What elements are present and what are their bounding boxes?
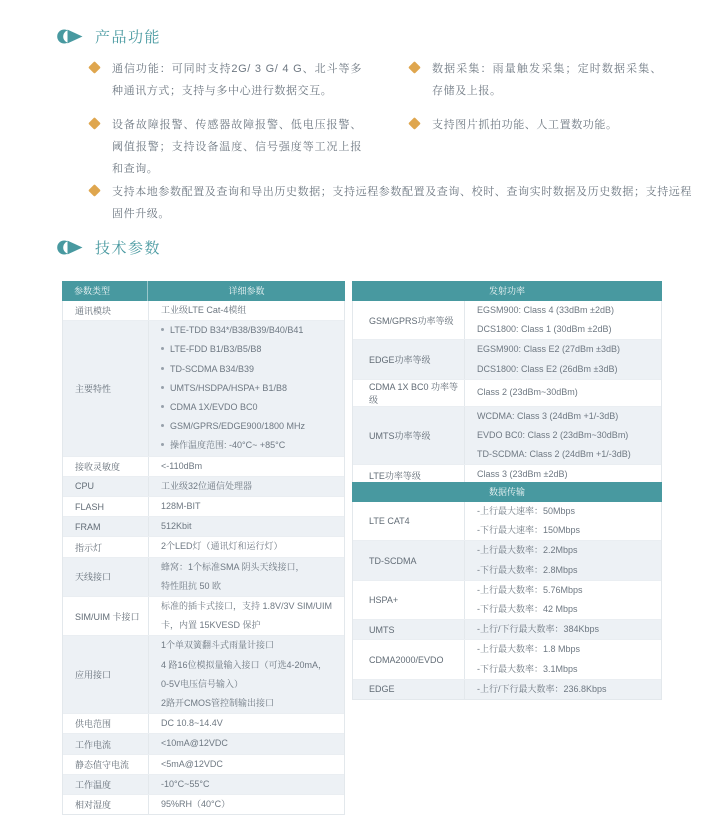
row-value-line: Class 3 (23dBm ±2dB) bbox=[477, 469, 568, 480]
row-value-line: -上行/下行最大数率：384Kbps bbox=[477, 624, 600, 635]
table-row bbox=[63, 517, 344, 537]
row-value-line: -下行最大数率：3.1Mbps bbox=[477, 663, 578, 674]
features-section-title bbox=[57, 26, 161, 47]
row-value-line: <-110dBm bbox=[161, 460, 203, 471]
transmit-power-table-body bbox=[352, 301, 662, 486]
table-row bbox=[353, 340, 661, 379]
row-value-line: 2路开CMOS管控制输出接口 bbox=[161, 698, 275, 709]
data-rate-table bbox=[352, 482, 662, 700]
row-value-line: -下行最大数率：42 Mbps bbox=[477, 604, 578, 615]
feature-text: 设备故障报警、传感器故障报警、低电压报警、阈值报警；支持设备温度、信号强度等工况上报和查询。 bbox=[112, 119, 362, 175]
row-value-line: 512Kbit bbox=[161, 521, 192, 532]
row-value bbox=[149, 477, 344, 496]
table-row bbox=[63, 795, 344, 814]
row-value bbox=[465, 380, 661, 406]
parameters-table bbox=[62, 281, 345, 815]
row-label: FLASH bbox=[63, 497, 149, 516]
row-label: 供电范围 bbox=[63, 714, 149, 733]
data-rate-title: 数据传输 bbox=[488, 487, 525, 497]
row-value bbox=[149, 755, 344, 774]
diamond-bullet-icon bbox=[408, 61, 421, 74]
row-value bbox=[149, 714, 344, 733]
row-value bbox=[465, 620, 661, 639]
list-dot-icon bbox=[161, 347, 164, 350]
feature-text: 支持图片抓拍功能、人工置数功能。 bbox=[432, 119, 618, 131]
row-value-line: 0-5V电压信号输入） bbox=[161, 678, 244, 689]
header-parameter-detail: 详细参数 bbox=[228, 286, 265, 296]
row-value-line: EVDO BC0: Class 2 (23dBm~30dBm) bbox=[477, 430, 629, 441]
transmit-power-table-header bbox=[352, 281, 662, 301]
row-value-line: UMTS/HSDPA/HSPA+ B1/B8 bbox=[161, 379, 338, 398]
row-value-line: 2个LED灯（通讯灯和运行灯） bbox=[161, 541, 283, 552]
table-row bbox=[353, 502, 661, 541]
row-value-line: DC 10.8~14.4V bbox=[161, 718, 223, 729]
table-row bbox=[63, 558, 344, 597]
table-row bbox=[63, 457, 344, 477]
row-value bbox=[149, 321, 344, 455]
row-value-line: DCS1800: Class E2 (26dBm ±3dB) bbox=[477, 363, 618, 374]
row-label: 工作电流 bbox=[63, 734, 149, 753]
row-label: GSM/GPRS功率等级 bbox=[353, 301, 465, 339]
feature-bullet-config bbox=[90, 181, 692, 225]
row-value-line: <10mA@12VDC bbox=[161, 738, 228, 749]
diamond-bullet-icon bbox=[408, 117, 421, 130]
table-row bbox=[353, 680, 661, 699]
row-value bbox=[149, 537, 344, 556]
row-value bbox=[465, 301, 661, 339]
data-rate-table-header bbox=[352, 482, 662, 502]
row-value bbox=[149, 795, 344, 814]
row-label: EDGE bbox=[353, 680, 465, 699]
feature-bullet-data-collection bbox=[410, 58, 662, 102]
list-dot-icon bbox=[161, 367, 164, 370]
row-value-line: 卡，内置 15KVESD 保护 bbox=[161, 620, 261, 631]
row-value-line: <5mA@12VDC bbox=[161, 758, 223, 769]
row-value-line: WCDMA: Class 3 (24dBm +1/-3dB) bbox=[477, 410, 619, 421]
row-value bbox=[465, 407, 661, 465]
row-value-line: GSM/GPRS/EDGE900/1800 MHz bbox=[161, 417, 338, 436]
table-row bbox=[63, 636, 344, 714]
table-row bbox=[63, 775, 344, 795]
diamond-bullet-icon bbox=[88, 184, 101, 197]
parameters-table-body bbox=[62, 301, 345, 815]
row-label: 接收灵敏度 bbox=[63, 457, 149, 476]
table-row bbox=[63, 497, 344, 517]
row-value-line: 1个单双簧翻斗式雨量计接口 bbox=[161, 640, 275, 651]
header-parameter-type: 参数类型 bbox=[62, 281, 148, 301]
table-row bbox=[63, 537, 344, 557]
parameters-table-header bbox=[62, 281, 345, 301]
row-value-line: 95%RH（40°C） bbox=[161, 799, 231, 810]
table-row bbox=[63, 734, 344, 754]
row-label: LTE CAT4 bbox=[353, 502, 465, 540]
row-label: 主要特性 bbox=[63, 321, 149, 455]
row-value-line: TD-SCDMA B34/B39 bbox=[161, 360, 338, 379]
features-title-text: 产品功能 bbox=[95, 29, 162, 46]
table-row bbox=[63, 597, 344, 636]
row-label: CDMA2000/EVDO bbox=[353, 640, 465, 678]
row-value bbox=[149, 301, 344, 320]
list-dot-icon bbox=[161, 405, 164, 408]
row-value-line: -下行最大数率：2.8Mbps bbox=[477, 564, 578, 575]
row-value bbox=[465, 502, 661, 540]
row-value bbox=[465, 541, 661, 579]
table-row bbox=[353, 541, 661, 580]
table-row bbox=[63, 301, 344, 321]
specs-section-title bbox=[57, 237, 161, 258]
row-value-line: LTE-TDD B34*/B38/B39/B40/B41 bbox=[161, 321, 338, 340]
table-row bbox=[353, 581, 661, 620]
row-value-line: DCS1800: Class 1 (30dBm ±2dB) bbox=[477, 324, 612, 335]
row-value-line: -上行最大数率：1.8 Mbps bbox=[477, 644, 581, 655]
feature-text: 支持本地参数配置及查询和导出历史数据；支持远程参数配置及查询、校时、查询实时数据及历史数据；支持远程固件升级。 bbox=[112, 186, 692, 220]
row-value-line: EGSM900: Class E2 (27dBm ±3dB) bbox=[477, 344, 620, 355]
row-value-line: Class 2 (23dBm~30dBm) bbox=[477, 387, 578, 398]
row-value-line: -上行最大数率：2.2Mbps bbox=[477, 545, 578, 556]
feature-bullet-alarms bbox=[90, 114, 362, 180]
row-value bbox=[149, 636, 344, 713]
row-value-line: 工业级LTE Cat-4模组 bbox=[161, 305, 247, 315]
feature-bullet-snapshot bbox=[410, 114, 662, 136]
row-label: FRAM bbox=[63, 517, 149, 536]
row-value-line: -上行/下行最大数率：236.8Kbps bbox=[477, 683, 607, 694]
row-value bbox=[149, 734, 344, 753]
row-label: CDMA 1X BC0 功率等级 bbox=[353, 380, 465, 406]
row-value bbox=[149, 457, 344, 476]
row-label: SIM/UIM 卡接口 bbox=[63, 597, 149, 635]
row-value bbox=[465, 640, 661, 678]
row-value bbox=[149, 597, 344, 635]
row-value-line: -上行最大速率：50Mbps bbox=[477, 506, 576, 516]
row-value-line: EGSM900: Class 4 (33dBm ±2dB) bbox=[477, 305, 614, 315]
row-value bbox=[465, 680, 661, 699]
table-row bbox=[353, 640, 661, 679]
list-dot-icon bbox=[161, 328, 164, 331]
list-dot-icon bbox=[161, 443, 164, 446]
row-value-line: CDMA 1X/EVDO BC0 bbox=[161, 398, 338, 417]
row-label: EDGE功率等级 bbox=[353, 340, 465, 378]
feature-text: 通信功能：可同时支持2G/ 3 G/ 4 G、北斗等多种通讯方式；支持与多中心进行数据交互。 bbox=[112, 63, 362, 97]
row-value-line: TD-SCDMA: Class 2 (24dBm +1/-3dB) bbox=[477, 449, 631, 460]
row-label: 工作温度 bbox=[63, 775, 149, 794]
transmit-power-title: 发射功率 bbox=[488, 286, 525, 296]
row-value-line: 4 路16位模拟量输入接口（可选4-20mA， bbox=[161, 659, 328, 670]
data-rate-table-body bbox=[352, 502, 662, 700]
row-label: 应用接口 bbox=[63, 636, 149, 713]
row-value-line: 特性阻抗 50 欧 bbox=[161, 580, 222, 591]
row-value bbox=[465, 581, 661, 619]
row-value-line: -10°C~55°C bbox=[161, 778, 210, 789]
row-value-line: 128M-BIT bbox=[161, 501, 201, 512]
feature-bullet-communication bbox=[90, 58, 362, 102]
row-label: TD-SCDMA bbox=[353, 541, 465, 579]
row-value-line: 操作温度范围: -40°C~ +85°C bbox=[161, 436, 338, 455]
table-row bbox=[63, 477, 344, 497]
row-label: 指示灯 bbox=[63, 537, 149, 556]
row-label: 相对湿度 bbox=[63, 795, 149, 814]
table-row bbox=[353, 380, 661, 407]
diamond-bullet-icon bbox=[88, 117, 101, 130]
table-row bbox=[63, 755, 344, 775]
row-label: 天线接口 bbox=[63, 558, 149, 596]
transmit-power-table bbox=[352, 281, 662, 486]
row-value bbox=[465, 340, 661, 378]
row-value-line: -下行最大速率：150Mbps bbox=[477, 525, 581, 536]
row-value bbox=[149, 775, 344, 794]
table-row bbox=[353, 301, 661, 340]
table-row bbox=[353, 407, 661, 466]
row-label: 静态值守电流 bbox=[63, 755, 149, 774]
section-bullet-icon bbox=[57, 28, 84, 45]
table-row bbox=[63, 714, 344, 734]
row-value-line: 标准的插卡式接口，支持 1.8V/3V SIM/UIM bbox=[161, 601, 333, 612]
row-label: CPU bbox=[63, 477, 149, 496]
row-value bbox=[149, 497, 344, 516]
row-value-line: LTE-FDD B1/B3/B5/B8 bbox=[161, 340, 338, 359]
row-value-line: 工业级32位通信处理器 bbox=[161, 480, 253, 491]
specs-title-text: 技术参数 bbox=[95, 240, 162, 257]
row-label: 通讯模块 bbox=[63, 301, 149, 320]
list-dot-icon bbox=[161, 386, 164, 389]
feature-text: 数据采集：雨量触发采集；定时数据采集、存储及上报。 bbox=[432, 63, 662, 97]
diamond-bullet-icon bbox=[88, 61, 101, 74]
row-label: HSPA+ bbox=[353, 581, 465, 619]
list-dot-icon bbox=[161, 424, 164, 427]
row-label: UMTS功率等级 bbox=[353, 407, 465, 465]
row-value bbox=[149, 517, 344, 536]
table-row bbox=[353, 620, 661, 640]
section-bullet-icon bbox=[57, 239, 84, 256]
table-row bbox=[63, 321, 344, 456]
row-label: UMTS bbox=[353, 620, 465, 639]
row-value-line: 蜂窝：1个标准SMA 阴头天线接口， bbox=[161, 561, 305, 572]
row-value bbox=[149, 558, 344, 596]
row-label: LTE功率等级 bbox=[353, 465, 465, 484]
row-value-line: -上行最大数率：5.76Mbps bbox=[477, 584, 583, 595]
